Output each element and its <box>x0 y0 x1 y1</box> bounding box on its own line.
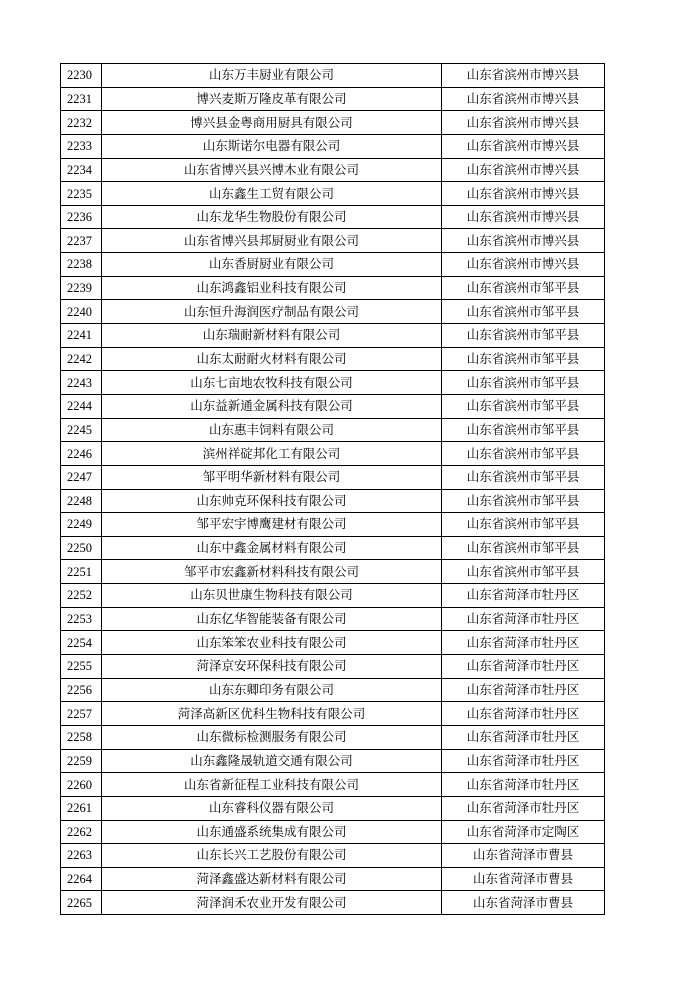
row-number-cell: 2259 <box>61 749 102 773</box>
location-cell: 山东省滨州市博兴县 <box>442 87 605 111</box>
row-number-cell: 2251 <box>61 560 102 584</box>
row-number-cell: 2265 <box>61 891 102 915</box>
row-number-cell: 2252 <box>61 584 102 608</box>
table-row <box>61 324 605 348</box>
table-row <box>61 584 605 608</box>
company-list-table <box>60 63 605 915</box>
location-cell: 山东省菏泽市牡丹区 <box>442 631 605 655</box>
table-row <box>61 158 605 182</box>
location-cell: 山东省滨州市邹平县 <box>442 394 605 418</box>
table-row <box>61 867 605 891</box>
company-name-cell: 山东香厨厨业有限公司 <box>102 253 442 277</box>
row-number-cell: 2238 <box>61 253 102 277</box>
row-number-cell: 2260 <box>61 773 102 797</box>
company-name-cell: 菏泽高新区优科生物科技有限公司 <box>102 702 442 726</box>
company-name-cell: 山东七亩地农牧科技有限公司 <box>102 371 442 395</box>
row-number-cell: 2245 <box>61 418 102 442</box>
table-row <box>61 536 605 560</box>
row-number-cell: 2240 <box>61 300 102 324</box>
row-number-cell: 2258 <box>61 725 102 749</box>
location-cell: 山东省菏泽市牡丹区 <box>442 678 605 702</box>
row-number-cell: 2254 <box>61 631 102 655</box>
company-name-cell: 山东东卿印务有限公司 <box>102 678 442 702</box>
table-row <box>61 442 605 466</box>
row-number-cell: 2230 <box>61 64 102 88</box>
company-name-cell: 邹平市宏鑫新材料科技有限公司 <box>102 560 442 584</box>
company-name-cell: 山东斯诺尔电器有限公司 <box>102 134 442 158</box>
location-cell: 山东省滨州市博兴县 <box>442 134 605 158</box>
company-name-cell: 山东益新通金属科技有限公司 <box>102 394 442 418</box>
location-cell: 山东省菏泽市牡丹区 <box>442 655 605 679</box>
location-cell: 山东省滨州市邹平县 <box>442 371 605 395</box>
table-row <box>61 300 605 324</box>
location-cell: 山东省菏泽市牡丹区 <box>442 773 605 797</box>
row-number-cell: 2263 <box>61 844 102 868</box>
company-name-cell: 菏泽润禾农业开发有限公司 <box>102 891 442 915</box>
location-cell: 山东省菏泽市牡丹区 <box>442 702 605 726</box>
company-name-cell: 博兴麦斯万隆皮革有限公司 <box>102 87 442 111</box>
location-cell: 山东省菏泽市曹县 <box>442 867 605 891</box>
company-name-cell: 山东贝世康生物科技有限公司 <box>102 584 442 608</box>
row-number-cell: 2239 <box>61 276 102 300</box>
table-row <box>61 560 605 584</box>
company-name-cell: 山东帅克环保科技有限公司 <box>102 489 442 513</box>
table-row <box>61 134 605 158</box>
company-name-cell: 山东鑫生工贸有限公司 <box>102 182 442 206</box>
company-name-cell: 山东龙华生物股份有限公司 <box>102 205 442 229</box>
company-name-cell: 山东惠丰饲料有限公司 <box>102 418 442 442</box>
location-cell: 山东省滨州市邹平县 <box>442 347 605 371</box>
table-row <box>61 347 605 371</box>
location-cell: 山东省滨州市邹平县 <box>442 300 605 324</box>
company-name-cell: 博兴县金粤商用厨具有限公司 <box>102 111 442 135</box>
company-name-cell: 山东鑫隆晟轨道交通有限公司 <box>102 749 442 773</box>
row-number-cell: 2237 <box>61 229 102 253</box>
table-row <box>61 489 605 513</box>
location-cell: 山东省滨州市博兴县 <box>442 205 605 229</box>
location-cell: 山东省滨州市博兴县 <box>442 253 605 277</box>
table-body <box>61 64 605 915</box>
row-number-cell: 2234 <box>61 158 102 182</box>
table-row <box>61 229 605 253</box>
row-number-cell: 2247 <box>61 465 102 489</box>
table-row <box>61 749 605 773</box>
location-cell: 山东省滨州市博兴县 <box>442 111 605 135</box>
location-cell: 山东省滨州市邹平县 <box>442 536 605 560</box>
row-number-cell: 2236 <box>61 205 102 229</box>
table-row <box>61 820 605 844</box>
table-row <box>61 465 605 489</box>
location-cell: 山东省滨州市邹平县 <box>442 489 605 513</box>
table-row <box>61 87 605 111</box>
table-row <box>61 418 605 442</box>
table-row <box>61 64 605 88</box>
table-row <box>61 725 605 749</box>
company-name-cell: 山东睿科仪器有限公司 <box>102 796 442 820</box>
company-name-cell: 山东省博兴县邦厨厨业有限公司 <box>102 229 442 253</box>
table-row <box>61 394 605 418</box>
location-cell: 山东省滨州市邹平县 <box>442 513 605 537</box>
location-cell: 山东省滨州市邹平县 <box>442 560 605 584</box>
location-cell: 山东省滨州市邹平县 <box>442 324 605 348</box>
row-number-cell: 2249 <box>61 513 102 537</box>
location-cell: 山东省菏泽市牡丹区 <box>442 796 605 820</box>
row-number-cell: 2250 <box>61 536 102 560</box>
location-cell: 山东省滨州市邹平县 <box>442 276 605 300</box>
table-row <box>61 371 605 395</box>
location-cell: 山东省菏泽市曹县 <box>442 891 605 915</box>
table-row <box>61 844 605 868</box>
table-row <box>61 678 605 702</box>
company-name-cell: 山东中鑫金属材料有限公司 <box>102 536 442 560</box>
row-number-cell: 2231 <box>61 87 102 111</box>
company-name-cell: 山东太耐耐火材料有限公司 <box>102 347 442 371</box>
table-row <box>61 702 605 726</box>
company-name-cell: 山东鸿鑫铝业科技有限公司 <box>102 276 442 300</box>
location-cell: 山东省滨州市博兴县 <box>442 64 605 88</box>
company-name-cell: 山东万丰厨业有限公司 <box>102 64 442 88</box>
row-number-cell: 2243 <box>61 371 102 395</box>
location-cell: 山东省滨州市博兴县 <box>442 182 605 206</box>
table-row <box>61 631 605 655</box>
row-number-cell: 2232 <box>61 111 102 135</box>
location-cell: 山东省菏泽市曹县 <box>442 844 605 868</box>
row-number-cell: 2244 <box>61 394 102 418</box>
row-number-cell: 2253 <box>61 607 102 631</box>
row-number-cell: 2248 <box>61 489 102 513</box>
company-name-cell: 菏泽京安环保科技有限公司 <box>102 655 442 679</box>
row-number-cell: 2233 <box>61 134 102 158</box>
row-number-cell: 2264 <box>61 867 102 891</box>
row-number-cell: 2262 <box>61 820 102 844</box>
company-name-cell: 山东瑞耐新材料有限公司 <box>102 324 442 348</box>
table-row <box>61 513 605 537</box>
company-name-cell: 山东省博兴县兴博木业有限公司 <box>102 158 442 182</box>
row-number-cell: 2256 <box>61 678 102 702</box>
location-cell: 山东省菏泽市牡丹区 <box>442 725 605 749</box>
location-cell: 山东省滨州市邹平县 <box>442 418 605 442</box>
company-name-cell: 山东恒升海润医疗制品有限公司 <box>102 300 442 324</box>
table-row <box>61 205 605 229</box>
company-name-cell: 邹平宏宇博鹰建材有限公司 <box>102 513 442 537</box>
location-cell: 山东省滨州市邹平县 <box>442 442 605 466</box>
row-number-cell: 2257 <box>61 702 102 726</box>
location-cell: 山东省菏泽市牡丹区 <box>442 749 605 773</box>
row-number-cell: 2235 <box>61 182 102 206</box>
table-row <box>61 276 605 300</box>
location-cell: 山东省滨州市邹平县 <box>442 465 605 489</box>
company-name-cell: 山东亿华智能装备有限公司 <box>102 607 442 631</box>
location-cell: 山东省菏泽市定陶区 <box>442 820 605 844</box>
company-name-cell: 菏泽鑫盛达新材料有限公司 <box>102 867 442 891</box>
row-number-cell: 2242 <box>61 347 102 371</box>
row-number-cell: 2241 <box>61 324 102 348</box>
company-name-cell: 山东长兴工艺股份有限公司 <box>102 844 442 868</box>
company-name-cell: 山东通盛系统集成有限公司 <box>102 820 442 844</box>
table-row <box>61 796 605 820</box>
company-name-cell: 山东笨笨农业科技有限公司 <box>102 631 442 655</box>
company-name-cell: 山东省新征程工业科技有限公司 <box>102 773 442 797</box>
table-row <box>61 773 605 797</box>
location-cell: 山东省菏泽市牡丹区 <box>442 607 605 631</box>
table-row <box>61 253 605 277</box>
table-row <box>61 607 605 631</box>
table-row <box>61 891 605 915</box>
row-number-cell: 2261 <box>61 796 102 820</box>
row-number-cell: 2255 <box>61 655 102 679</box>
company-name-cell: 山东微标检测服务有限公司 <box>102 725 442 749</box>
row-number-cell: 2246 <box>61 442 102 466</box>
company-name-cell: 滨州祥碇邦化工有限公司 <box>102 442 442 466</box>
table-row <box>61 182 605 206</box>
location-cell: 山东省菏泽市牡丹区 <box>442 584 605 608</box>
table-row <box>61 655 605 679</box>
location-cell: 山东省滨州市博兴县 <box>442 158 605 182</box>
company-name-cell: 邹平明华新材料有限公司 <box>102 465 442 489</box>
location-cell: 山东省滨州市博兴县 <box>442 229 605 253</box>
table-row <box>61 111 605 135</box>
